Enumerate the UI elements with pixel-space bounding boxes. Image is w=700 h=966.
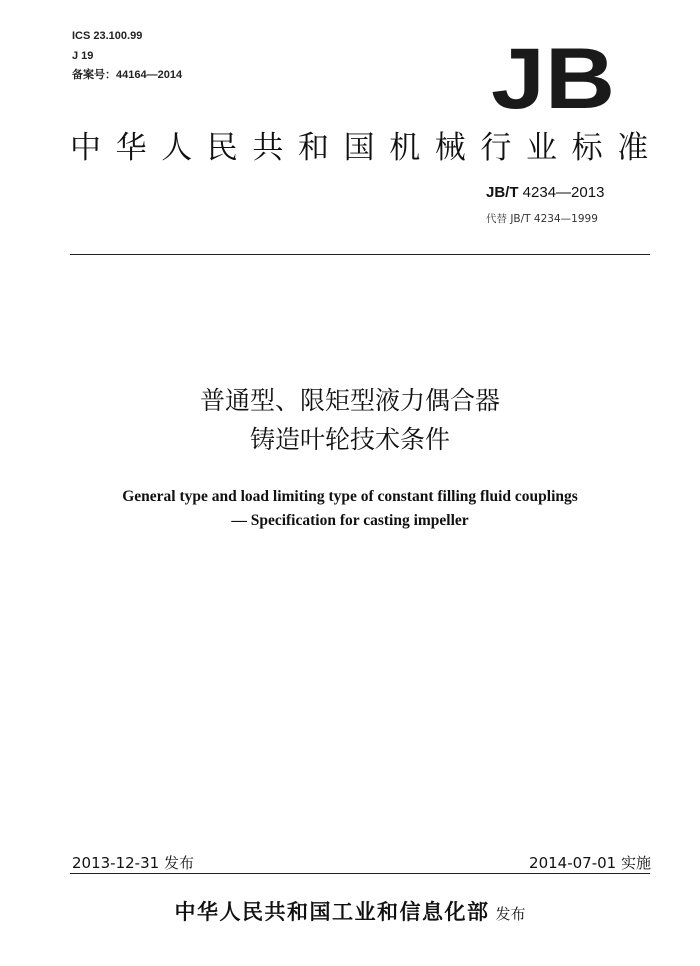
- standard-number-value: 4234—2013: [518, 184, 605, 201]
- classification-code: J 19: [72, 50, 94, 62]
- standard-number: [486, 184, 604, 201]
- standard-prefix: JB/T: [486, 184, 519, 201]
- publisher: [0, 896, 700, 926]
- replaces-standard: 代替 JB/T 4234—1999: [486, 213, 598, 225]
- chinese-title-line-2: 铸造叶轮技术条件: [249, 425, 450, 454]
- english-title-line-2: — Specification for casting impeller: [231, 512, 469, 529]
- footer-divider: [70, 873, 650, 874]
- header-divider: [70, 254, 650, 255]
- implementation-date: 2014-07-01 实施: [529, 854, 651, 872]
- chinese-title-line-1: 普通型、限矩型液力偶合器: [199, 386, 500, 415]
- jb-logo-text: JB: [491, 44, 615, 112]
- publisher-suffix: 发布: [495, 905, 526, 923]
- organization-title: 中华人民共和国机械行业标准: [70, 130, 663, 166]
- english-title-line-1: General type and load limiting type of constant filling fluid couplings: [122, 488, 578, 505]
- jb-logo: [488, 44, 618, 112]
- ics-code: ICS 23.100.99: [72, 30, 143, 42]
- publisher-name: 中华人民共和国工业和信息化部: [174, 900, 490, 924]
- issue-date: 2013-12-31 发布: [72, 854, 194, 872]
- record-number: 备案号：44164—2014: [72, 69, 183, 81]
